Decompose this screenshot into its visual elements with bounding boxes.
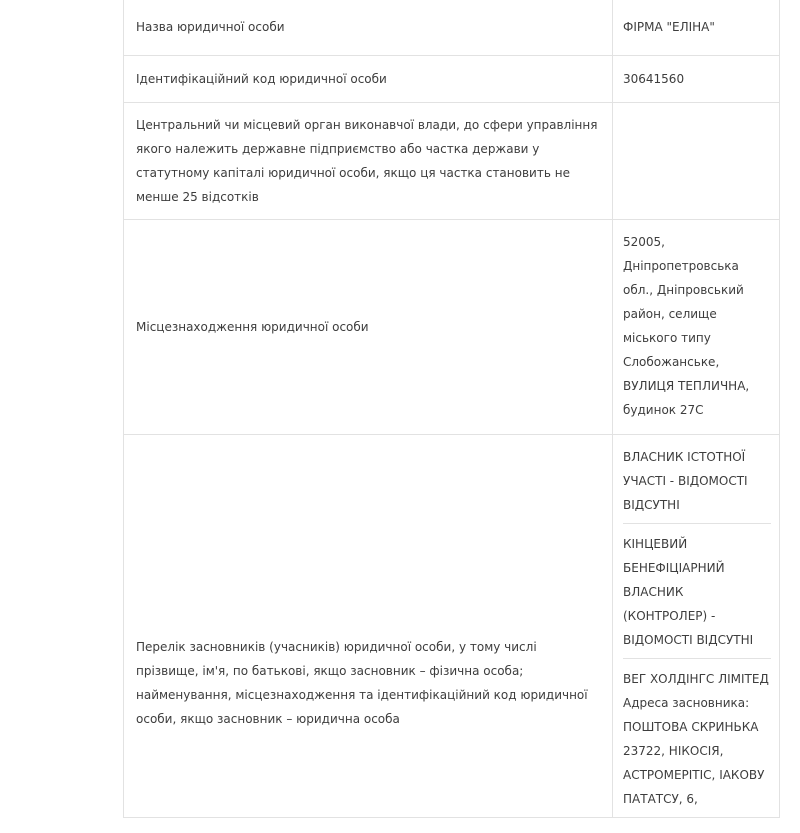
name-value: ФІРМА "ЕЛІНА" <box>613 0 780 56</box>
code-label: Ідентифікаційний код юридичної особи <box>124 56 613 103</box>
table-row-gov-authority <box>124 103 780 220</box>
gov-authority-label: Центральний чи місцевий орган виконавчої влади, до сфери управління якого належить державне підприємство або частка держави у статутному капіталі юридичної особи, якщо ця частка становить не менше 25 відсотків <box>124 103 613 220</box>
registry-table <box>123 0 780 818</box>
address-label: Місцезнаходження юридичної особи <box>124 220 613 435</box>
name-label: Назва юридичної особи <box>124 0 613 56</box>
owner-note: ВЛАСНИК ІСТОТНОЇ УЧАСТІ - ВІДОМОСТІ ВІДСУТНІ <box>623 441 771 524</box>
table-row-founders <box>124 435 780 818</box>
founder-name: ВЕГ ХОЛДІНГС ЛІМІТЕД <box>623 672 769 686</box>
table-row-name <box>124 0 780 56</box>
code-value: 30641560 <box>613 56 780 103</box>
address-value: 52005, Дніпропетровська обл., Дніпровський район, селище міського типу Слобожанське, ВУЛИЦЯ ТЕПЛИЧНА, будинок 27С <box>613 220 780 435</box>
founder-address: ПОШТОВА СКРИНЬКА 23722, НІКОСІЯ, АСТРОМЕРІТІС, ІАКОВУ ПАТАТСУ, 6, <box>623 720 765 806</box>
gov-authority-value <box>613 103 780 220</box>
founder-entry <box>623 659 771 817</box>
beneficiary-note: КІНЦЕВИЙ БЕНЕФІЦІАРНИЙ ВЛАСНИК (КОНТРОЛЕР) - ВІДОМОСТІ ВІДСУТНІ <box>623 524 771 659</box>
founders-label: Перелік засновників (учасників) юридичної особи, у тому числі прізвище, ім'я, по батькові, якщо засновник – фізична особа; найменування, місцезнаходження та ідентифікаційний код юридичної особи, якщо засновник – юридична особа <box>124 435 613 818</box>
table-row-code <box>124 56 780 103</box>
table-row-address <box>124 220 780 435</box>
founders-value <box>613 435 780 818</box>
founder-address-label: Адреса засновника: <box>623 696 750 710</box>
